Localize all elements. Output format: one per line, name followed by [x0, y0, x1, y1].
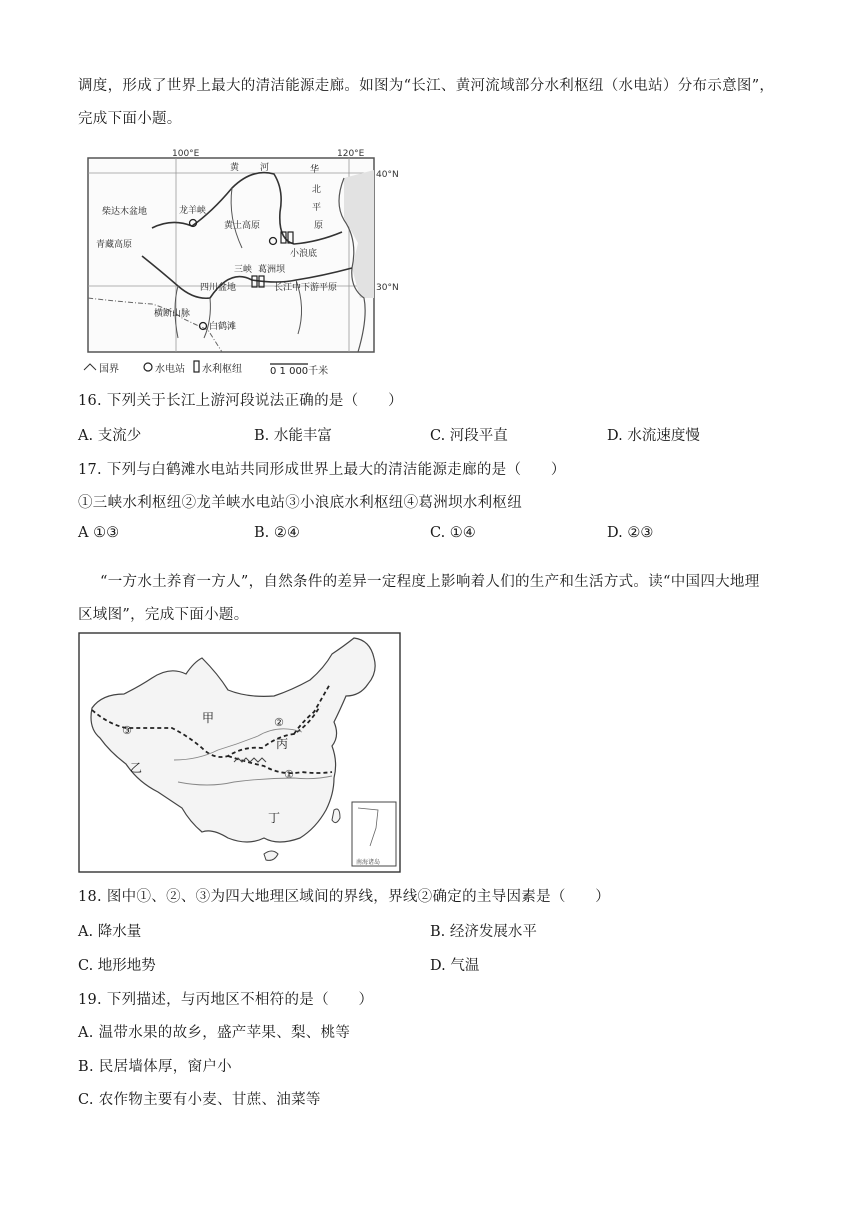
river-basin-map-svg — [82, 148, 412, 380]
q17-option-b[interactable]: B. ②④ — [254, 525, 300, 541]
intro2-line-1: “一方水土养育一方人”，自然条件的差异一定程度上影响着人们的生产和生活方式。读“中国四大地理 — [100, 574, 760, 590]
longyangxia-label: 龙羊峡 — [179, 206, 207, 216]
region-jia-label: 甲 — [202, 711, 215, 725]
legend-scale-label: 0 1 000千米 — [270, 366, 329, 377]
q19-option-a[interactable]: A. 温带水果的故乡，盛产苹果、梨、桃等 — [78, 1025, 351, 1041]
huabei-label-4: 原 — [314, 221, 324, 231]
huanghe-label-b: 河 — [260, 163, 270, 173]
q17-option-d[interactable]: D. ②③ — [607, 525, 654, 541]
q16-option-c[interactable]: C. 河段平直 — [430, 428, 508, 444]
changjiang-plain-label: 长江中下游平原 — [274, 283, 338, 293]
q18-option-a[interactable]: A. 降水量 — [78, 924, 142, 940]
q19-option-c[interactable]: C. 农作物主要有小麦、甘蔗、油菜等 — [78, 1092, 321, 1108]
huabei-label-3: 平 — [312, 203, 322, 213]
q19-option-b[interactable]: B. 民居墙体厚，窗户小 — [78, 1059, 232, 1075]
intro2-line-2: 区域图”，完成下面小题。 — [78, 607, 249, 623]
huanghe-label-a: 黄 — [230, 163, 240, 173]
legend-hub-icon — [194, 361, 199, 372]
qinghai-label: 青藏高原 — [96, 240, 133, 250]
legend-border-icon — [84, 364, 96, 370]
intro-line-2: 完成下面小题。 — [78, 111, 182, 127]
legend-hydro-label: 水电站 — [155, 364, 185, 375]
hengduan-label: 横断山脉 — [154, 309, 191, 319]
boundary-1-label: ① — [284, 768, 294, 781]
qaidam-label: 柴达木盆地 — [102, 207, 148, 217]
lon-100-label: 100°E — [172, 149, 200, 159]
q18-option-b[interactable]: B. 经济发展水平 — [430, 924, 537, 940]
sanxia-label: 三峡 — [234, 265, 253, 275]
huabei-label-2: 北 — [312, 185, 322, 195]
legend-hub-label: 水利枢纽 — [202, 364, 242, 375]
region-ding-label: 丁 — [268, 811, 281, 825]
q16-option-b[interactable]: B. 水能丰富 — [254, 428, 332, 444]
q16-stem: 16. 下列关于长江上游河段说法正确的是（ ） — [78, 393, 403, 409]
baihetan-label: 白鹤滩 — [209, 322, 237, 332]
q18-stem: 18. 图中①、②、③为四大地理区域间的界线，界线②确定的主导因素是（ ） — [78, 889, 611, 905]
lat-30-label: 30°N — [376, 283, 399, 293]
china-regions-map-svg — [78, 632, 402, 874]
xiaolangdi-label: 小浪底 — [290, 249, 318, 259]
q19-stem: 19. 下列描述，与丙地区不相符的是（ ） — [78, 992, 374, 1008]
huabei-label-1: 华 — [310, 165, 320, 175]
q17-items: ①三峡水利枢纽②龙羊峡水电站③小浪底水利枢纽④葛洲坝水利枢纽 — [78, 495, 522, 511]
q17-stem: 17. 下列与白鹤滩水电站共同形成世界上最大的清洁能源走廊的是（ ） — [78, 462, 566, 478]
legend-border-label: 国界 — [99, 364, 119, 375]
loess-label: 黄土高原 — [224, 221, 261, 231]
china-regions-map — [78, 632, 402, 878]
lon-120-label: 120°E — [337, 149, 365, 159]
q18-option-d[interactable]: D. 气温 — [430, 958, 480, 974]
q17-option-a[interactable]: A ①③ — [78, 525, 120, 541]
inset-label: 南海诸岛 — [356, 859, 381, 866]
lat-40-label: 40°N — [376, 170, 399, 180]
legend-hydro-icon — [144, 363, 152, 371]
q18-option-c[interactable]: C. 地形地势 — [78, 958, 156, 974]
river-basin-map — [82, 148, 412, 384]
boundary-2-label: ② — [274, 716, 284, 729]
boundary-3-label: ③ — [122, 724, 132, 737]
intro-line-1: 调度，形成了世界上最大的清洁能源走廊。如图为“长江、黄河流域部分水利枢纽（水电站）分布示意图”， — [78, 78, 775, 94]
region-bing-label: 丙 — [276, 737, 289, 751]
q16-option-d[interactable]: D. 水流速度慢 — [607, 428, 700, 444]
q17-option-c[interactable]: C. ①④ — [430, 525, 476, 541]
sichuan-label: 四川盆地 — [200, 283, 237, 293]
q16-option-a[interactable]: A. 支流少 — [78, 428, 142, 444]
gezhouba-label: 葛洲坝 — [258, 265, 286, 275]
region-yi-label: 乙 — [130, 761, 143, 775]
